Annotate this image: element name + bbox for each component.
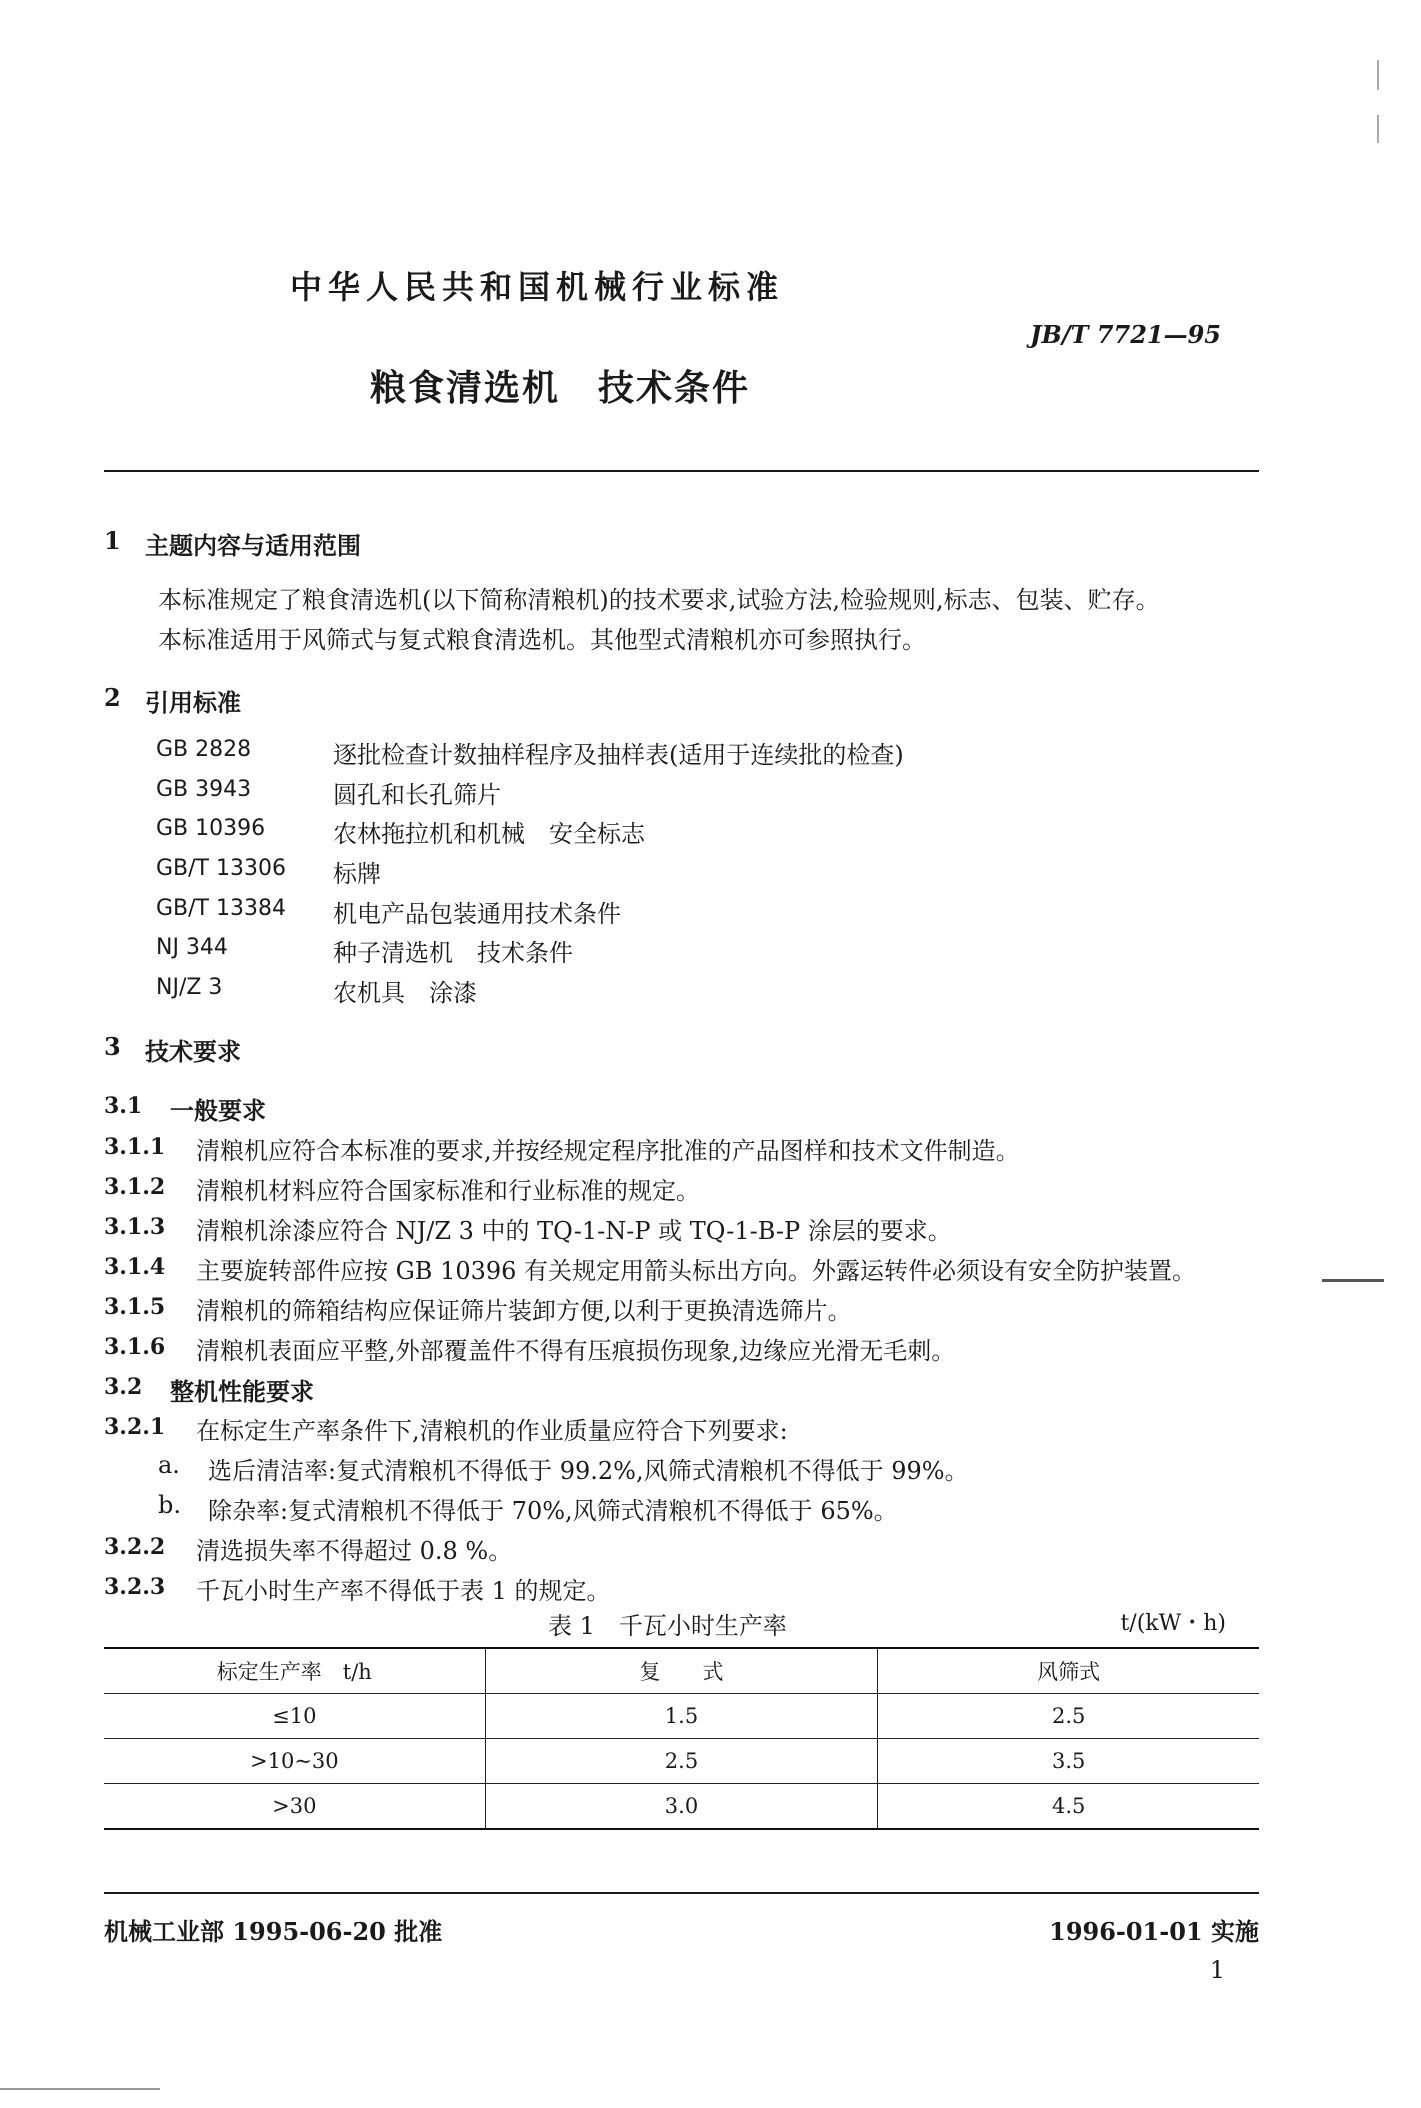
page-number: 1	[1209, 1956, 1225, 1984]
ref-code: GB/T 13306	[156, 856, 286, 881]
footer-divider	[104, 1892, 1259, 1894]
table-cell: >10~30	[104, 1739, 485, 1784]
ref-title: 农机具 涂漆	[333, 979, 477, 1007]
list-item-text: 选后清洁率:复式清粮机不得低于 99.2%,风筛式清粮机不得低于 99%。	[208, 1457, 969, 1485]
scan-mark	[1322, 1279, 1384, 1282]
section-1-paragraph-2: 本标准适用于风筛式与复式粮食清选机。其他型式清粮机亦可参照执行。	[158, 626, 926, 654]
table-caption: 表 1 千瓦小时生产率	[548, 1612, 787, 1640]
document-subtitle: 粮食清选机 技术条件	[370, 367, 751, 409]
standard-number: JB/T 7721—95	[1030, 320, 1221, 349]
ref-title: 机电产品包装通用技术条件	[333, 900, 621, 928]
clause-text: 清粮机的筛箱结构应保证筛片装卸方便,以利于更换清选筛片。	[196, 1297, 852, 1325]
table-cell: 2.5	[485, 1739, 878, 1784]
table-header-cell: 风筛式	[878, 1648, 1259, 1694]
table-cell: >30	[104, 1784, 485, 1830]
ref-code: GB 3943	[156, 777, 252, 802]
section-1-title: 主题内容与适用范围	[145, 531, 361, 560]
ref-title: 标牌	[333, 860, 381, 888]
clause-text: 清粮机材料应符合国家标准和行业标准的规定。	[196, 1177, 700, 1205]
ref-title: 农林拖拉机和机械 安全标志	[333, 820, 645, 848]
clause-number: 3.1.3	[104, 1214, 166, 1240]
clause-text: 千瓦小时生产率不得低于表 1 的规定。	[196, 1577, 611, 1605]
approval-note: 机械工业部 1995-06-20 批准	[104, 1917, 443, 1946]
section-1-paragraph-1: 本标准规定了粮食清选机(以下简称清粮机)的技术要求,试验方法,检验规则,标志、包装、贮存。	[158, 586, 1160, 614]
clause-number: 3.1.1	[104, 1134, 166, 1160]
section-3-2-number: 3.2	[104, 1374, 143, 1400]
clause-text: 主要旋转部件应按 GB 10396 有关规定用箭头标出方向。外露运转件必须设有安全防护装置。	[196, 1257, 1197, 1285]
table-unit: t/(kW・h)	[1120, 1611, 1226, 1636]
ref-code: GB/T 13384	[156, 896, 286, 921]
ref-title: 种子清选机 技术条件	[333, 939, 573, 967]
clause-text: 清粮机表面应平整,外部覆盖件不得有压痕损伤现象,边缘应光滑无毛刺。	[196, 1337, 956, 1365]
table-row	[104, 1694, 1259, 1739]
ref-title: 圆孔和长孔筛片	[333, 781, 501, 809]
clause-number: 3.1.4	[104, 1254, 166, 1280]
section-1-number: 1	[104, 526, 121, 555]
header-divider	[104, 470, 1259, 472]
clause-number: 3.1.6	[104, 1334, 166, 1360]
section-3-number: 3	[104, 1032, 121, 1061]
ref-code: GB 2828	[156, 737, 252, 762]
ref-title: 逐批检查计数抽样程序及抽样表(适用于连续批的检查)	[333, 741, 904, 769]
section-3-1-title: 一般要求	[170, 1096, 266, 1125]
table-cell: 4.5	[878, 1784, 1259, 1830]
list-item-text: 除杂率:复式清粮机不得低于 70%,风筛式清粮机不得低于 65%。	[208, 1497, 898, 1525]
clause-text: 清粮机涂漆应符合 NJ/Z 3 中的 TQ-1-N-P 或 TQ-1-B-P 涂层的要求。	[196, 1217, 952, 1245]
scan-mark	[1377, 115, 1379, 143]
clause-number: 3.1.2	[104, 1174, 166, 1200]
table-cell: 3.0	[485, 1784, 878, 1830]
clause-number: 3.2.1	[104, 1414, 166, 1440]
section-3-title: 技术要求	[145, 1037, 241, 1066]
section-3-2-title: 整机性能要求	[170, 1377, 314, 1406]
table-cell: 2.5	[878, 1694, 1259, 1739]
clause-text: 在标定生产率条件下,清粮机的作业质量应符合下列要求:	[196, 1417, 788, 1445]
list-label: b.	[158, 1491, 181, 1519]
productivity-table	[104, 1647, 1259, 1830]
table-cell: ≤10	[104, 1694, 485, 1739]
section-2-number: 2	[104, 683, 121, 712]
document-title: 中华人民共和国机械行业标准	[290, 268, 785, 306]
table-cell: 3.5	[878, 1739, 1259, 1784]
ref-code: NJ/Z 3	[156, 975, 223, 1000]
section-2-title: 引用标准	[145, 688, 241, 717]
scan-mark	[0, 2088, 160, 2090]
ref-code: NJ 344	[156, 935, 228, 960]
clause-number: 3.1.5	[104, 1294, 166, 1320]
scan-mark	[1377, 60, 1379, 90]
table-row	[104, 1784, 1259, 1830]
effective-date: 1996-01-01 实施	[1049, 1917, 1259, 1946]
clause-text: 清粮机应符合本标准的要求,并按经规定程序批准的产品图样和技术文件制造。	[196, 1137, 1020, 1165]
clause-number: 3.2.3	[104, 1574, 166, 1600]
list-label: a.	[158, 1451, 180, 1479]
clause-text: 清选损失率不得超过 0.8 %。	[196, 1537, 513, 1565]
clause-number: 3.2.2	[104, 1534, 166, 1560]
table-header-cell: 复 式	[485, 1648, 878, 1694]
table-row	[104, 1739, 1259, 1784]
table-header-row	[104, 1648, 1259, 1694]
section-3-1-number: 3.1	[104, 1093, 143, 1119]
ref-code: GB 10396	[156, 816, 266, 841]
table-cell: 1.5	[485, 1694, 878, 1739]
table-header-cell: 标定生产率 t/h	[104, 1648, 485, 1694]
